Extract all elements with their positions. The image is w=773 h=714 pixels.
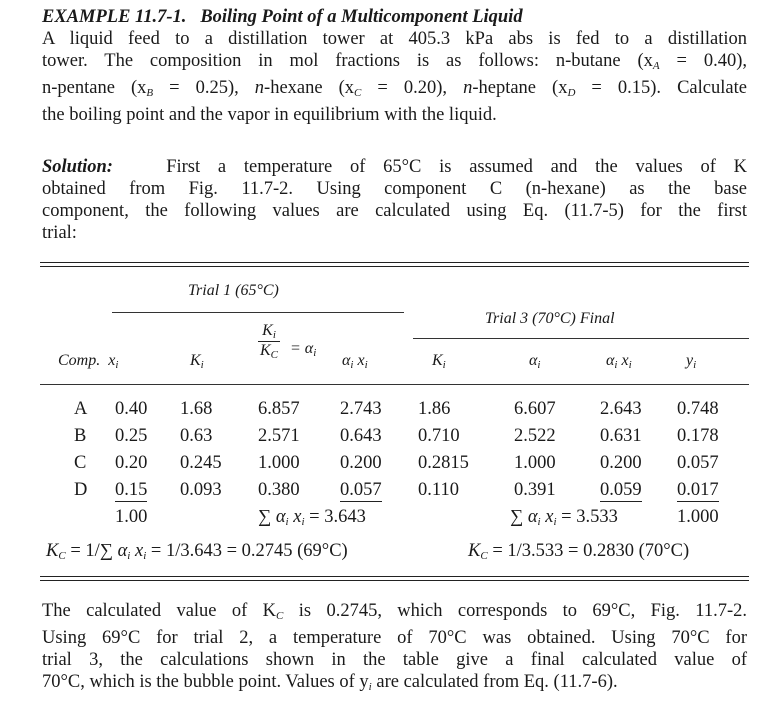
solution-line-2: obtained from Fig. 11.7-2. Using component C (n-hexane) as the base — [42, 179, 747, 199]
cell-k3-d: 0.110 — [418, 480, 459, 500]
example-line-3: n-pentane $(x_B = 0.25)$, n-hexane $(x_C = 0.20)$, n-heptane $(x_D = 0.15)$. Calculate — [42, 78, 747, 99]
header-bottom-rule — [40, 384, 749, 385]
col-a3: $\alpha_i$ — [529, 352, 541, 371]
solution-line-4: trial: — [42, 223, 77, 243]
table-bottom-rule-2 — [40, 580, 749, 581]
cell-a3-a: 6.607 — [514, 399, 556, 419]
example-title: Boiling Point of a Multicomponent Liquid — [200, 7, 523, 27]
cell-ax3-d: 0.059 — [600, 480, 642, 500]
table-top-rule — [40, 262, 749, 263]
cell-ax1-d: 0.057 — [340, 480, 382, 500]
cell-a1-a: 6.857 — [258, 399, 300, 419]
trial3-title: Trial 3 (70°C) Final — [485, 310, 615, 327]
col-comp: Comp. $x_i$ — [58, 352, 119, 371]
cell-ax3-a: 2.643 — [600, 399, 642, 419]
cell-k1-c: 0.245 — [180, 453, 222, 473]
cell-ax1-a: 2.743 — [340, 399, 382, 419]
cell-x-d: 0.15 — [115, 480, 148, 500]
example-line-2: tower. The composition in mol fractions is as follows: n-butane $(x_A = 0.40)$, — [42, 51, 747, 72]
col-k1: $K_i$ — [190, 352, 204, 371]
col-alpha-fraction: $\frac{K_i}{K_C}$ — [260, 322, 279, 361]
cell-y-d: 0.017 — [677, 480, 719, 500]
cell-k1-d: 0.093 — [180, 480, 222, 500]
cell-k1-a: 1.68 — [180, 399, 213, 419]
cell-comp-a: A — [74, 399, 88, 419]
cell-ax3-c: 0.200 — [600, 453, 642, 473]
solution-line-3: component, the following values are calculated using Eq. (11.7-5) for the first — [42, 201, 747, 221]
sum-x: 1.00 — [115, 507, 148, 527]
cell-ax1-c: 0.200 — [340, 453, 382, 473]
sum-alpha-x-3: ∑ $\alpha_i$ $x_i = 3.533$ — [510, 507, 618, 528]
cell-a1-b: 2.571 — [258, 426, 300, 446]
footer-line-4: 70°C, which is the bubble point. Values of $y_i$ are calculated from Eq. (11.7-6). — [42, 672, 618, 693]
solution-text — [42, 156, 747, 244]
cell-k1-b: 0.63 — [180, 426, 213, 446]
kc-trial3: $K_C = 1/3.533 = 0.2830$ (70°C) — [468, 541, 690, 562]
example-line-4: the boiling point and the vapor in equilibrium with the liquid. — [42, 105, 497, 125]
trial3-rule — [413, 338, 749, 339]
cell-k3-b: 0.710 — [418, 426, 460, 446]
cell-a3-b: 2.522 — [514, 426, 556, 446]
solution-line-1: Solution: First a temperature of 65°C is assumed and the values of K — [42, 157, 748, 177]
example-line-1: A liquid feed to a distillation tower at 405.3 kPa abs is fed to a distillation — [42, 29, 747, 49]
cell-a1-d: 0.380 — [258, 480, 300, 500]
col-k3: $K_i$ — [432, 352, 446, 371]
table-top-rule-2 — [40, 266, 749, 267]
footer-line-2: Using 69°C for trial 2, a temperature of 70°C was obtained. Using 70°C for — [42, 628, 747, 648]
footer-line-1: The calculated value of $K_C$ is 0.2745, which corresponds to 69°C, Fig. 11.7-2. — [42, 601, 747, 622]
example-statement — [42, 6, 747, 126]
col-ax1: $\alpha_i$ $x_i$ — [342, 352, 368, 371]
example-number: EXAMPLE 11.7-1. — [42, 7, 187, 27]
footer-text — [42, 600, 747, 698]
cell-x-a: 0.40 — [115, 399, 148, 419]
cell-comp-b: B — [74, 426, 87, 446]
cell-k3-c: 0.2815 — [418, 453, 469, 473]
cell-y-b: 0.178 — [677, 426, 719, 446]
trial1-title: Trial 1 (65°C) — [188, 282, 279, 299]
cell-a3-d: 0.391 — [514, 480, 556, 500]
trial1-rule — [112, 312, 404, 313]
cell-x-c: 0.20 — [115, 453, 148, 473]
col-alpha-eq: = $\alpha_i$ — [290, 340, 317, 359]
cell-comp-d: D — [74, 480, 88, 500]
cell-a3-c: 1.000 — [514, 453, 556, 473]
footer-line-3: trial 3, the calculations shown in the table give a final calculated value of — [42, 650, 747, 670]
sum-alpha-x-1: ∑ $\alpha_i$ $x_i = 3.643$ — [258, 507, 366, 528]
sum-y: 1.000 — [677, 507, 719, 527]
cell-x-b: 0.25 — [115, 426, 148, 446]
cell-y-a: 0.748 — [677, 399, 719, 419]
table-bottom-rule — [40, 576, 749, 577]
cell-ax1-b: 0.643 — [340, 426, 382, 446]
col-ax3: $\alpha_i$ $x_i$ — [606, 352, 632, 371]
cell-ax3-b: 0.631 — [600, 426, 642, 446]
kc-trial1: $K_C = 1/\sum$ $\alpha_i$ $x_i = 1/3.643 = 0.2745$ (69°C) — [46, 541, 348, 562]
cell-y-c: 0.057 — [677, 453, 719, 473]
cell-a1-c: 1.000 — [258, 453, 300, 473]
cell-comp-c: C — [74, 453, 87, 473]
solution-label: Solution: — [42, 157, 113, 177]
col-y: $y_i$ — [686, 352, 697, 371]
cell-k3-a: 1.86 — [418, 399, 451, 419]
